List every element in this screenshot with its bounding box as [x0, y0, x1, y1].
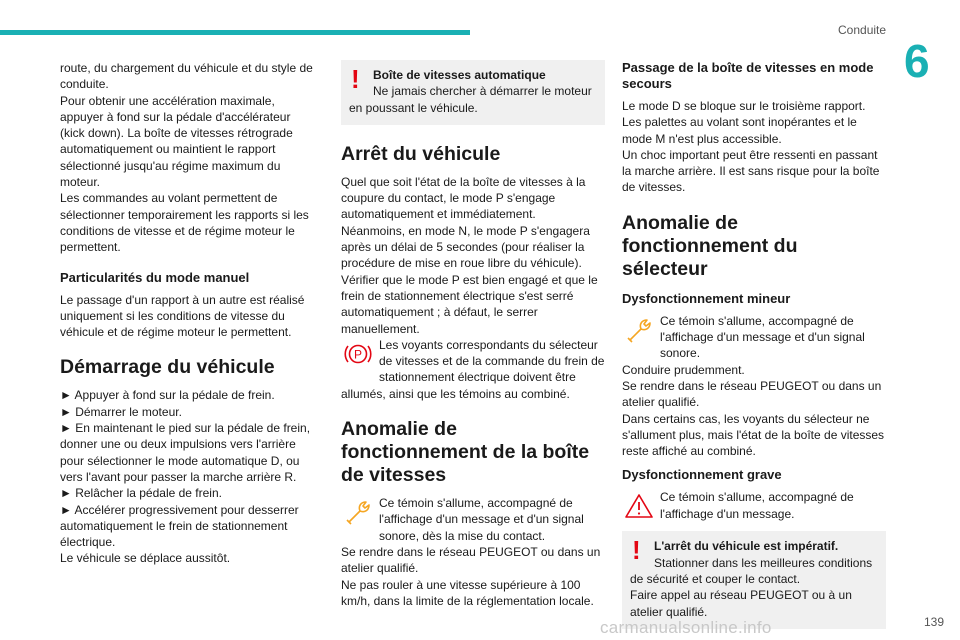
- intro-paragraph: route, du chargement du véhicule et du style de conduite. Pour obtenir une accélération maximale, appuyer à fond sur la pédale d'accélérateur (kick down). La boîte de vitesses rétrograde automatiquement ou maintient le rapport sélectionné jusqu'au régime maximum du moteur. Les commandes au volant permettent de sélectionner temporairement les rapports si les conditions de vitesse et de régime moteur le permettent.: [60, 61, 313, 255]
- column-2: [341, 60, 605, 609]
- manual-mode-heading: Particularités du mode manuel: [60, 269, 250, 285]
- starting-heading: Démarrage du véhicule: [60, 356, 275, 379]
- warning-body: [630, 555, 878, 620]
- starting-steps: ► Appuyer à fond sur la pédale de frein. ► Démarrer le moteur. ► En maintenant le pied sur la pédale de frein, donner une ou deux impulsions vers l'arrière pour sélectionner le mode automatique D, ou vers l'avant pour passer la marche arrière R. ► Relâcher la pédale de frein. ► Accélérer progressivement pour desserrer automatiquement le frein de stationnement électrique. Le véhicule se déplace aussitôt.: [60, 388, 311, 566]
- minor-fault-heading: Dysfonctionnement mineur: [622, 290, 791, 306]
- stopping-text: Quel que soit l'état de la boîte de vitesses à la coupure du contact, le mode P s'engage automatiquement et immédiatement. Néanmoins, en mode N, le mode P s'engagera après un délai de 5 secondes (pour réaliser la procédure de mise en roue libre du véhicule). Vérifier que le mode P est bien engagé et que le frein de stationnement électrique s'est serré automatiquement ; à défaut, le serrer manuellement.: [341, 174, 598, 336]
- warning-triangle-icon: [622, 489, 656, 523]
- wrench-service-icon: [622, 313, 656, 347]
- stopping-heading: Arrêt du véhicule: [341, 142, 501, 165]
- watermark: carmanualsonline.info: [600, 618, 772, 637]
- chapter-number: 6: [904, 35, 930, 87]
- warning-exclamation-icon: !: [632, 535, 641, 566]
- rescue-mode-text: Le mode D se bloque sur le troisième rapport. Les palettes au volant sont inopérantes et le mode M n'est plus accessible. Un choc important peut être ressenti en passant la marche arrière. Il est sans risque pour la boîte de vitesses.: [622, 99, 880, 195]
- gearbox-fault-text: Ce témoin s'allume, accompagné de l'affichage d'un message et d'un signal sonore, dès la mise du contact. Se rendre dans le réseau PEUGEOT ou dans un atelier qualifié. Ne pas rouler à une vitesse supérieure à 100 km/h, dans la limite de la réglementation locale.: [341, 496, 601, 608]
- warning-line-1: Stationner dans les meilleures conditions: [654, 555, 873, 570]
- warning-title: Boîte de vitesses automatique: [373, 68, 546, 82]
- rescue-mode-heading: Passage de la boîte de vitesses en mode secours: [622, 60, 874, 91]
- page-number: 139: [923, 615, 944, 629]
- column-3: [622, 60, 886, 629]
- warning-line-1: Ne jamais chercher à démarrer le moteur: [373, 84, 592, 99]
- minor-fault-paragraph: [622, 313, 886, 460]
- warning-box-stop: [622, 531, 886, 628]
- selector-fault-heading: Anomalie de fonctionnement du sélecteur: [622, 211, 798, 280]
- column-1: [60, 60, 318, 567]
- manual-mode-text: Le passage d'un rapport à un autre est réalisé uniquement si les conditions de vitesse du véhicule et de régime moteur le permettent.: [60, 292, 305, 340]
- warning-title: L'arrêt du véhicule est impératif.: [654, 539, 839, 554]
- parking-indicator-paragraph: [341, 337, 605, 402]
- minor-fault-text: Ce témoin s'allume, accompagné de l'affichage d'un message et d'un signal sonore. Conduire prudemment. Se rendre dans le réseau PEUGEOT ou dans un atelier qualifié. Dans certains cas, les voyants du sélecteur ne s'allument plus, mais l'état de la boîte de vitesses reste affiché au combiné.: [622, 313, 885, 459]
- severe-fault-paragraph: [622, 489, 886, 523]
- svg-text:P: P: [353, 347, 363, 362]
- wrench-service-icon: [341, 495, 375, 529]
- warning-line-2: de sécurité et couper le contact. Faire appel au réseau PEUGEOT ou à un atelier qualifié.: [630, 572, 852, 619]
- warning-line-2: en poussant le véhicule.: [349, 100, 478, 115]
- warning-body: [349, 83, 597, 116]
- severe-fault-text: Ce témoin s'allume, accompagné de l'affichage d'un message.: [660, 490, 854, 521]
- header-accent-bar: [0, 30, 470, 35]
- section-title: Conduite: [838, 23, 887, 37]
- parking-brake-icon: [341, 337, 375, 371]
- gearbox-fault-heading: Anomalie de fonctionnement de la boîte de vitesses: [341, 418, 590, 487]
- warning-exclamation-icon: !: [351, 64, 360, 94]
- gearbox-fault-paragraph: [341, 495, 605, 609]
- warning-box-gearbox: [341, 60, 605, 125]
- parking-indicator-text: Les voyants correspondants du sélecteur de vitesses et de la commande du frein de stationnement électrique doivent être allumés, ainsi que les témoins au combiné.: [341, 337, 605, 401]
- severe-fault-heading: Dysfonctionnement grave: [622, 467, 782, 483]
